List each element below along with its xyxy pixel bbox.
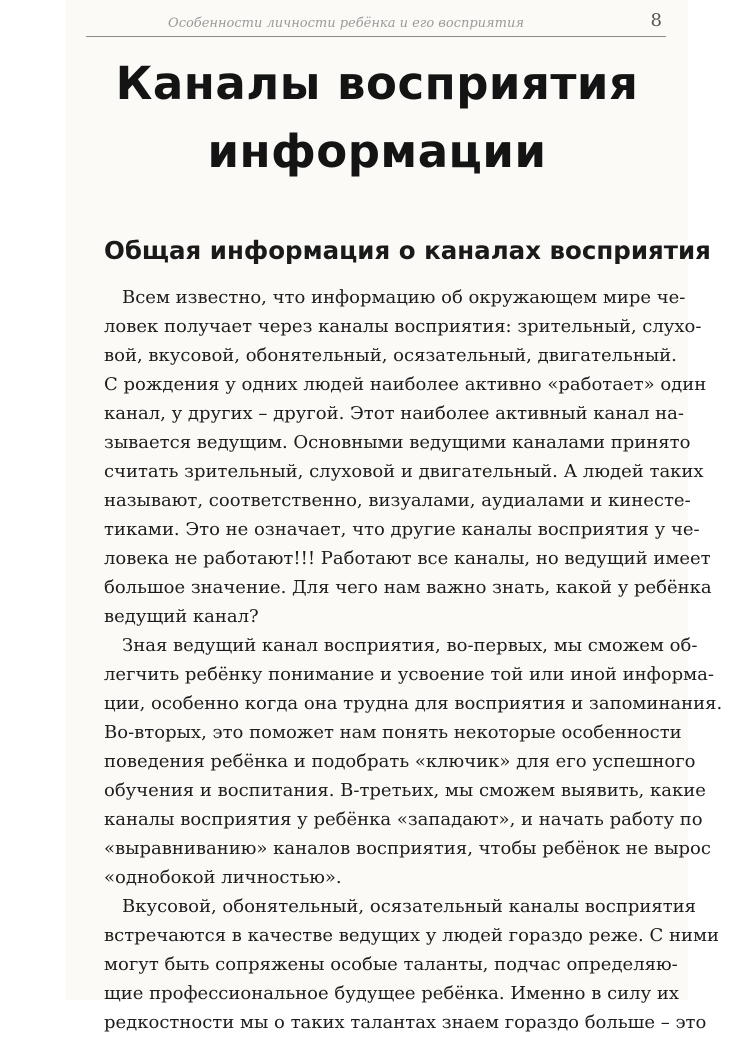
- text-line: ции, особенно когда она трудна для восприятия и запоминания.: [104, 693, 723, 714]
- text-line: щие профессиональное будущее ребёнка. Именно в силу их: [104, 983, 680, 1004]
- text-line: считать зрительный, слуховой и двигательный. А людей таких: [104, 461, 704, 482]
- running-title: Особенности личности ребёнка и его восприятия: [168, 16, 524, 31]
- text-line: «выравниванию» каналов восприятия, чтобы ребёнок не вырос: [104, 838, 711, 859]
- text-line: Зная ведущий канал восприятия, во-первых, мы сможем об-: [122, 635, 698, 656]
- text-line: Во-вторых, это поможет нам понять некоторые особенности: [104, 722, 682, 743]
- text-line: ловек получает через каналы восприятия: зрительный, слухо-: [104, 316, 702, 337]
- text-line: могут быть сопряжены особые таланты, подчас определяю-: [104, 954, 678, 975]
- text-line: каналы восприятия у ребёнка «западают», и начать работу по: [104, 809, 703, 830]
- chapter-title-line-2: информации: [207, 125, 547, 178]
- text-line: С рождения у одних людей наиболее активно «работает» один: [104, 374, 707, 395]
- text-line: ведущий канал?: [104, 606, 259, 627]
- text-line: обучения и воспитания. В-третьих, мы сможем выявить, какие: [104, 780, 706, 801]
- text-line: легчить ребёнку понимание и усвоение той или иной информа-: [104, 664, 714, 685]
- text-line: канал, у других – другой. Этот наиболее активный канал на-: [104, 403, 684, 424]
- section-title: Общая информация о каналах восприятия: [104, 236, 711, 265]
- text-line: редкостности мы о таких талантах знаем гораздо больше – это: [104, 1012, 707, 1033]
- text-line: большое значение. Для чего нам важно знать, какой у ребёнка: [104, 577, 712, 598]
- chapter-title: [66, 50, 688, 186]
- book-page: [66, 0, 723, 1033]
- text-line: ловека не работают!!! Работают все каналы, но ведущий имеет: [104, 548, 711, 569]
- text-line: встречаются в качестве ведущих у людей гораздо реже. С ними: [104, 925, 719, 946]
- text-line: Всем известно, что информацию об окружающем мире че-: [122, 287, 686, 308]
- text-line: называют, соответственно, визуалами, аудиалами и кинесте-: [104, 490, 691, 511]
- text-line: Вкусовой, обонятельный, осязательный каналы восприятия: [122, 896, 697, 917]
- text-line: «однобокой личностью».: [104, 867, 342, 888]
- text-line: вой, вкусовой, обонятельный, осязательный, двигательный.: [104, 345, 677, 366]
- page-number: 8: [650, 10, 662, 31]
- page-header: [86, 8, 666, 37]
- text-line: поведения ребёнка и подобрать «ключик» для его успешного: [104, 751, 696, 772]
- text-line: тиками. Это не означает, что другие каналы восприятия у че-: [104, 519, 700, 540]
- body-text: [104, 283, 723, 1037]
- chapter-title-line-1: Каналы восприятия: [115, 57, 639, 110]
- text-line: зывается ведущим. Основными ведущими каналами принято: [104, 432, 691, 453]
